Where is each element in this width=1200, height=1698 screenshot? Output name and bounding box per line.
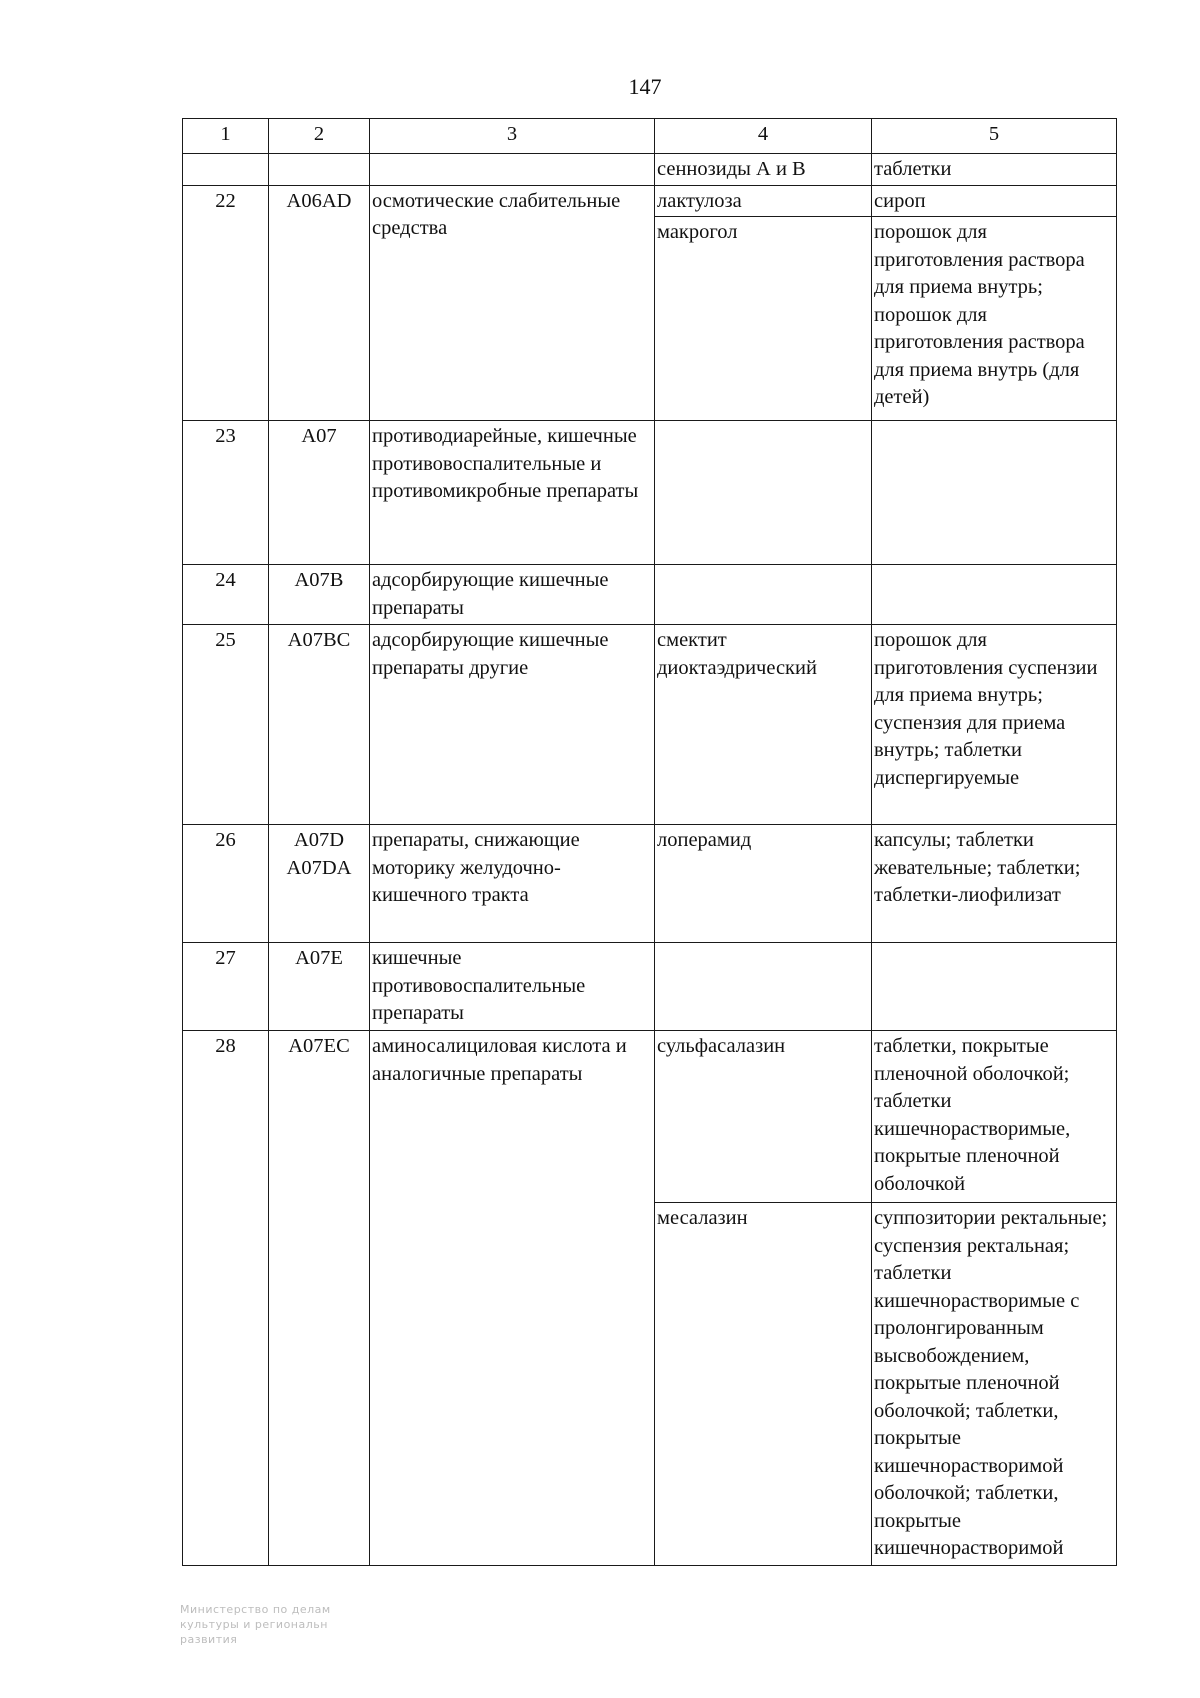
drug-cell: макрогол — [655, 217, 872, 421]
header-cell: 4 — [655, 119, 872, 154]
drug-cell — [655, 421, 872, 565]
atc-code-cell: A07 — [269, 421, 370, 565]
drug-cell: сеннозиды А и В — [655, 154, 872, 186]
group-cell: кишечные противовоспалительные препараты — [370, 943, 655, 1031]
group-cell: противодиарейные, кишечные противовоспалительные и противомикробные препараты — [370, 421, 655, 565]
stamp-line: Министерство по делам — [180, 1603, 331, 1616]
drug-cell: сульфасалазин — [655, 1031, 872, 1203]
dosage-form-cell: таблетки, покрытые пленочной оболочкой; таблетки кишечнорастворимые, покрытые пленочной оболочкой — [872, 1031, 1117, 1203]
stamp-line: культуры и региональн — [180, 1618, 328, 1631]
dosage-form-cell — [872, 565, 1117, 625]
drug-cell: месалазин — [655, 1203, 872, 1566]
group-cell: адсорбирующие кишечные препараты другие — [370, 625, 655, 825]
header-cell: 3 — [370, 119, 655, 154]
atc-code-cell: A07B — [269, 565, 370, 625]
table-row — [183, 625, 1117, 825]
row-number-cell — [183, 154, 269, 186]
table-row — [183, 421, 1117, 565]
atc-code-cell: A07EC — [269, 1031, 370, 1566]
drug-cell: лоперамид — [655, 825, 872, 943]
dosage-form-cell: сироп — [872, 185, 1117, 217]
row-number-cell: 28 — [183, 1031, 269, 1566]
group-cell — [370, 154, 655, 186]
header-cell: 1 — [183, 119, 269, 154]
atc-code-cell: A06AD — [269, 185, 370, 421]
dosage-form-cell: суппозитории ректальные; суспензия ректальная; таблетки кишечнорастворимые с пролонгированным высвобождением, покрытые пленочной оболочкой; таблетки, покрытые кишечнорастворимой оболочкой; таблетки, покрытые кишечнорастворимой — [872, 1203, 1117, 1566]
dosage-form-cell: порошок для приготовления суспензии для приема внутрь; суспензия для приема внутрь; таблетки диспергируемые — [872, 625, 1117, 825]
dosage-form-cell — [872, 421, 1117, 565]
table-row — [183, 1031, 1117, 1203]
page-number: 147 — [628, 74, 662, 99]
row-number-cell: 25 — [183, 625, 269, 825]
atc-code-cell: A07BC — [269, 625, 370, 825]
group-cell: аминосалициловая кислота и аналогичные препараты — [370, 1031, 655, 1566]
dosage-form-cell — [872, 943, 1117, 1031]
drug-table — [182, 118, 1117, 1566]
drug-cell: смектит диоктаэдрический — [655, 625, 872, 825]
stamp-line: развития — [180, 1633, 238, 1646]
table-row — [183, 825, 1117, 943]
drug-cell: лактулоза — [655, 185, 872, 217]
group-cell: адсорбирующие кишечные препараты — [370, 565, 655, 625]
header-cell: 2 — [269, 119, 370, 154]
table-header-row — [183, 119, 1117, 154]
table-row — [183, 943, 1117, 1031]
drug-cell — [655, 565, 872, 625]
dosage-form-cell: таблетки — [872, 154, 1117, 186]
dosage-form-cell: порошок для приготовления раствора для приема внутрь; порошок для приготовления раствора для приема внутрь (для детей) — [872, 217, 1117, 421]
dosage-form-cell: капсулы; таблетки жевательные; таблетки; таблетки-лиофилизат — [872, 825, 1117, 943]
drug-cell — [655, 943, 872, 1031]
header-cell: 5 — [872, 119, 1117, 154]
table-row — [183, 565, 1117, 625]
atc-code-cell: A07E — [269, 943, 370, 1031]
row-number-cell: 26 — [183, 825, 269, 943]
row-number-cell: 24 — [183, 565, 269, 625]
group-cell: осмотические слабительные средства — [370, 185, 655, 421]
row-number-cell: 22 — [183, 185, 269, 421]
atc-code-cell: A07D A07DA — [269, 825, 370, 943]
group-cell: препараты, снижающие моторику желудочно-кишечного тракта — [370, 825, 655, 943]
table-row — [183, 154, 1117, 186]
row-number-cell: 27 — [183, 943, 269, 1031]
atc-code-cell — [269, 154, 370, 186]
row-number-cell: 23 — [183, 421, 269, 565]
table-row — [183, 185, 1117, 217]
faded-stamp — [180, 1602, 380, 1647]
